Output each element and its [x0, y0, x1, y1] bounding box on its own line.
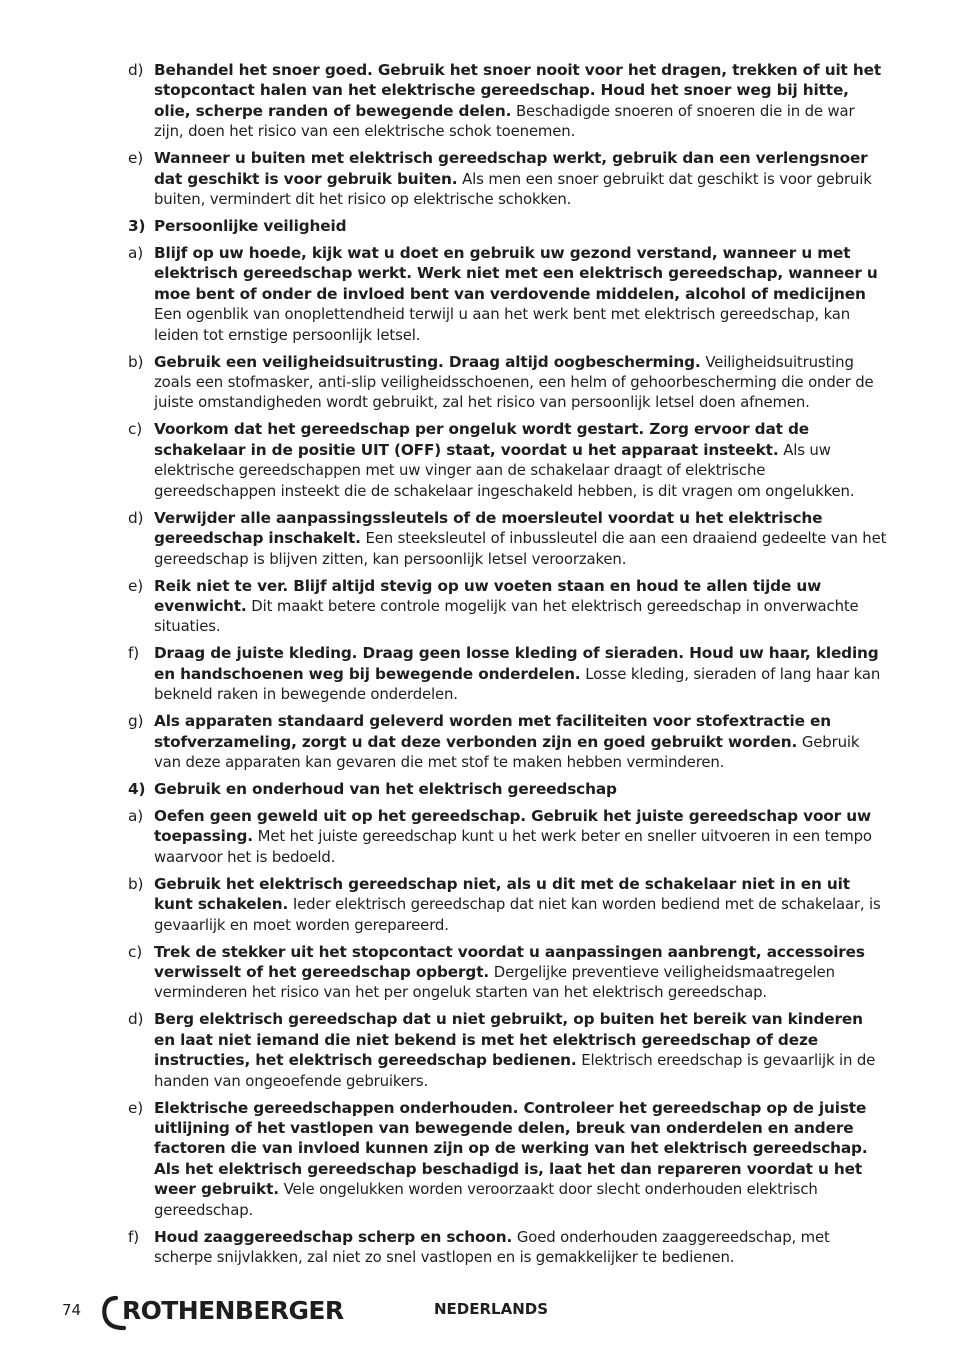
- item-text: [154, 806, 887, 867]
- item-marker: g): [128, 712, 144, 731]
- item-bold-text: Als apparaten standaard geleverd worden met faciliteiten voor stofextractie en stofverzameling, zorgt u dat deze verbonden zijn en goed gebruikt worden.: [154, 712, 832, 751]
- instruction-item: [0, 419, 954, 501]
- item-marker: 4): [128, 779, 146, 798]
- instruction-item: [0, 711, 954, 772]
- item-text: [154, 60, 887, 142]
- item-marker: b): [128, 874, 144, 893]
- item-marker: f): [128, 1227, 140, 1246]
- instruction-item: [0, 806, 954, 867]
- item-normal-text: Met het juiste gereedschap kunt u het werk beter en sneller uitvoeren in een tempo waarvoor het is bedoeld.: [154, 827, 872, 866]
- item-marker: d): [128, 1010, 144, 1029]
- instruction-item: [0, 643, 954, 704]
- item-normal-text: Dit maakt betere controle mogelijk van het elektrisch gereedschap in onverwachte situaties.: [154, 596, 859, 636]
- item-bold-text: Gebruik het elektrisch gereedschap niet, als u dit met de schakelaar niet in en uit kunt schakelen.: [154, 874, 850, 914]
- instruction-item: [0, 1227, 954, 1268]
- item-text: [154, 874, 887, 935]
- instruction-item: [0, 576, 954, 637]
- item-marker: d): [128, 61, 144, 79]
- item-bold-text: Blijf op uw hoede, kijk wat u doet en gebruik uw gezond verstand, wanneer u met elektrisch gereedschap werkt. Werk niet met een elektrisch gereedschap, wanneer u moe bent of onder de invloed bent van verdovende middelen, alcohol of medicijnen: [154, 244, 878, 303]
- item-normal-text: Goed onderhouden zaaggereedschap, met scherpe snijvlakken, zal niet zo snel vastlopen en is gemakkelijker te bedienen.: [154, 1227, 830, 1267]
- item-marker: c): [128, 420, 143, 439]
- item-marker: a): [128, 244, 144, 263]
- item-marker: c): [128, 942, 143, 961]
- instruction-item: [0, 508, 954, 569]
- item-bold-text: Gebruik een veiligheidsuitrusting. Draag altijd oogbescherming.: [154, 352, 701, 371]
- item-text: [154, 148, 887, 209]
- item-bold-text: Berg elektrisch gereedschap dat u niet gebruikt, op buiten het bereik van kinderen en laat niet iemand die niet bekend is met het elektrisch gereedschap of deze instructies, het elektrisch gereedschap bedienen.: [154, 1010, 863, 1070]
- item-marker: d): [128, 508, 144, 527]
- language-label: NEDERLANDS: [434, 1300, 549, 1318]
- item-bold-text: Persoonlijke veiligheid: [154, 217, 347, 236]
- item-normal-text: Als men een snoer gebruikt dat geschikt is voor gebruik buiten, vermindert dit het risico op elektrische schokken.: [154, 169, 872, 209]
- item-text: [154, 352, 887, 413]
- item-marker: 3): [128, 217, 146, 236]
- item-normal-text: Vele ongelukken worden veroorzaakt door slecht onderhouden elektrisch gereedschap.: [154, 1180, 818, 1219]
- item-bold-text: Draag de juiste kleding. Draag geen losse kleding of sieraden. Houd uw haar, kleding en handschoenen weg bij bewegende onderdelen.: [154, 644, 879, 683]
- item-marker: b): [128, 352, 144, 371]
- item-text: [154, 508, 887, 569]
- item-text: [154, 942, 887, 1003]
- item-normal-text: Beschadigde snoeren of snoeren die in de war zijn, doen het risico van een elektrische schok toenemen.: [154, 101, 855, 141]
- item-normal-text: Ieder elektrisch gereedschap dat niet kan worden bediend met de schakelaar, is gevaarlijk en moet worden gerepareerd.: [154, 895, 881, 934]
- item-marker: e): [128, 576, 144, 595]
- item-marker: e): [128, 1098, 144, 1117]
- item-bold-text: Trek de stekker uit het stopcontact voordat u aanpassingen aanbrengt, accessoires verwisselt of het gereedschap opbergt.: [154, 942, 865, 981]
- instruction-item: [0, 874, 954, 935]
- section-heading: [0, 779, 954, 799]
- item-bold-text: Behandel het snoer goed. Gebruik het snoer nooit voor het dragen, trekken of uit het stopcontact halen van het elektrische gereedschap. Houd het snoer weg bij hitte, olie, scherpe randen of bewegende delen.: [154, 61, 882, 120]
- item-normal-text: Gebruik van deze apparaten kan gevaren die met stof te maken hebben verminderen.: [154, 732, 860, 771]
- item-bold-text: Oefen geen geweld uit op het gereedschap. Gebruik het juiste gereedschap voor uw toepassing.: [154, 806, 871, 846]
- item-bold-text: Voorkom dat het gereedschap per ongeluk wordt gestart. Zorg ervoor dat de schakelaar in de positie UIT (OFF) staat, voordat u het apparaat insteekt.: [154, 420, 810, 459]
- item-bold-text: Verwijder alle aanpassingssleutels of de moersleutel voordat u het elektrische gereedschap inschakelt.: [154, 508, 823, 548]
- item-text: [154, 779, 887, 799]
- instruction-item: [0, 352, 954, 413]
- page-footer: [0, 1293, 954, 1333]
- item-normal-text: Dergelijke preventieve veiligheidsmaatregelen verminderen het risico van het per ongeluk starten van het elektrisch gereedschap.: [154, 962, 835, 1002]
- item-text: [154, 419, 887, 501]
- item-marker: f): [128, 644, 140, 663]
- item-text: [154, 711, 887, 772]
- item-bold-text: Houd zaaggereedschap scherp en schoon.: [154, 1227, 513, 1246]
- item-bold-text: Elektrische gereedschappen onderhouden. Controleer het gereedschap op de juiste uitlijning of het vastlopen van bewegende delen, breuk van onderdelen en andere factoren die van invloed kunnen zijn op de werking van het elektrisch gereedschap. Als het elektrisch gereedschap beschadigd is, laat het dan repareren voordat u het weer gebruikt.: [154, 1098, 868, 1199]
- item-normal-text: Een ogenblik van onoplettendheid terwijl u aan het werk bent met elektrisch gereedschap, kan leiden tot ernstige persoonlijk letsel.: [154, 305, 851, 344]
- item-text: [154, 643, 887, 704]
- instruction-item: [0, 1009, 954, 1091]
- instruction-item: [0, 148, 954, 209]
- instruction-item: [0, 60, 954, 142]
- item-marker: e): [128, 149, 144, 168]
- page-number: 74: [62, 1301, 82, 1319]
- section-heading: [0, 216, 954, 236]
- instruction-item: [0, 243, 954, 345]
- instruction-item: [0, 942, 954, 1003]
- logo-text: ROTHENBERGER: [122, 1296, 344, 1325]
- item-bold-text: Wanneer u buiten met elektrisch gereedschap werkt, gebruik dan een verlengsnoer dat geschikt is voor gebruik buiten.: [154, 149, 868, 188]
- item-marker: a): [128, 806, 144, 825]
- item-text: [154, 576, 887, 637]
- item-text: [154, 243, 887, 345]
- item-text: [154, 216, 887, 236]
- item-normal-text: Losse kleding, sieraden of lang haar kan bekneld raken in bewegende onderdelen.: [154, 664, 881, 704]
- item-text: [154, 1227, 887, 1268]
- manual-body: [0, 60, 954, 1274]
- item-text: [154, 1009, 887, 1091]
- item-bold-text: Gebruik en onderhoud van het elektrisch gereedschap: [154, 779, 617, 798]
- item-text: [154, 1098, 887, 1220]
- item-bold-text: Reik niet te ver. Blijf altijd stevig op uw voeten staan en houd te allen tijde uw evenwicht.: [154, 576, 822, 615]
- item-normal-text: Veiligheidsuitrusting zoals een stofmasker, anti-slip veiligheidsschoenen, een helm of gehoorbescherming die onder de juiste omstandigheden wordt gebruikt, zal het risico van persoonlijk letsel doen afnemen.: [154, 352, 874, 412]
- item-normal-text: Een steeksleutel of inbussleutel die aan een draaiend gedeelte van het gereedschap is blijven zitten, kan persoonlijk letsel veroorzaken.: [154, 529, 887, 568]
- rothenberger-logo: [100, 1295, 350, 1329]
- instruction-item: [0, 1098, 954, 1220]
- item-normal-text: Elektrisch ereedschap is gevaarlijk in de handen van ongeoefende gebruikers.: [154, 1051, 876, 1090]
- item-normal-text: Als uw elektrische gereedschappen met uw vinger aan de schakelaar draagt of elektrische gereedschappen insteekt die de schakelaar ingeschakeld hebben, is dit vragen om ongelukken.: [154, 440, 855, 500]
